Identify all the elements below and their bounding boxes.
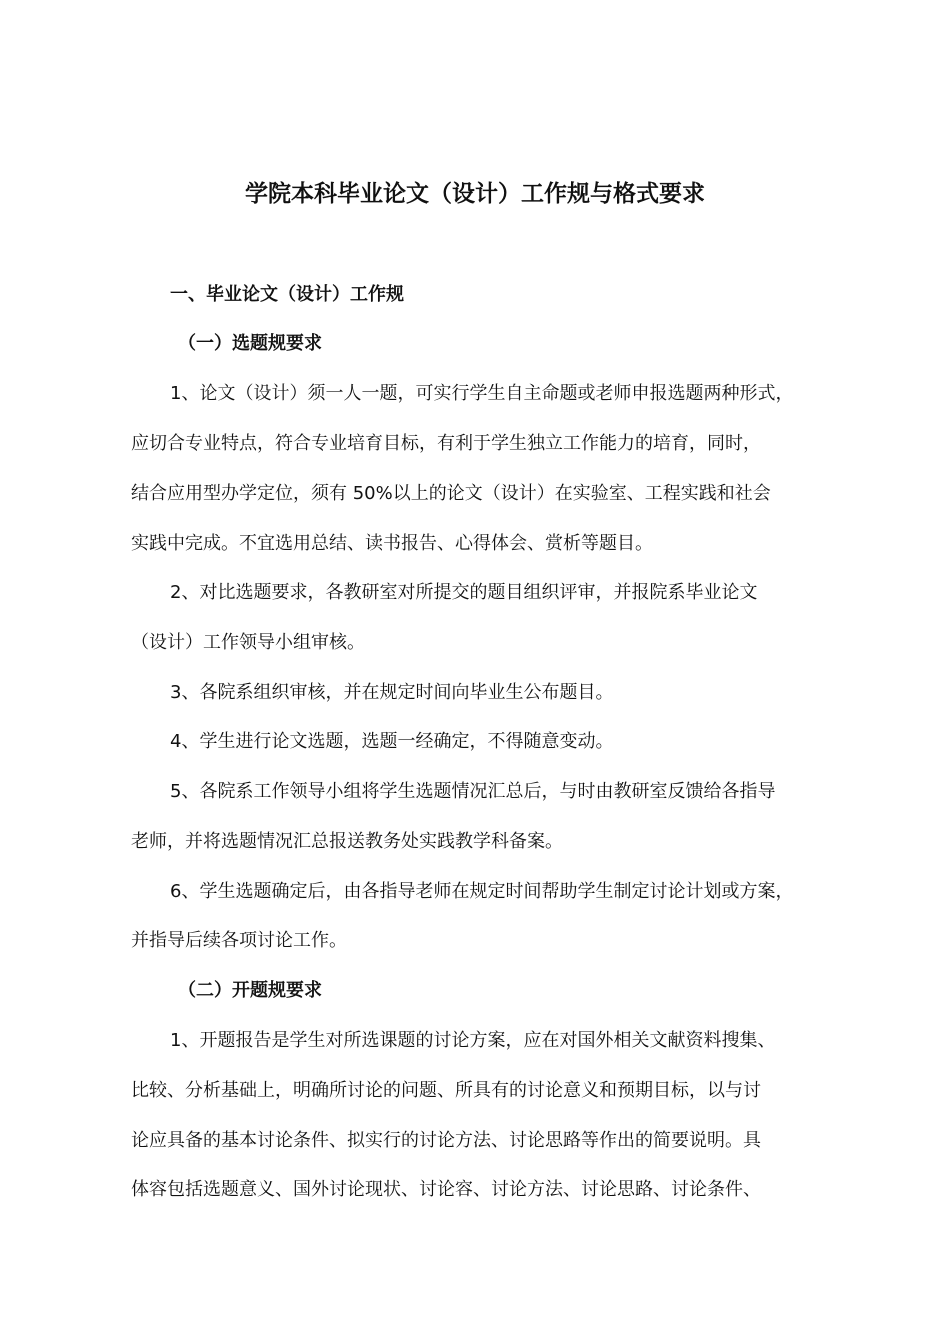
section-heading-1: 一、毕业论文（设计）工作规 (170, 284, 404, 305)
paragraph-line: 2、对比选题要求，各教研室对所提交的题目组织评审，并报院系毕业论文 (170, 582, 758, 603)
paragraph-line: 体容包括选题意义、国外讨论现状、讨论容、讨论方法、讨论思路、讨论条件、 (131, 1179, 761, 1200)
paragraph-line: 5、各院系工作领导小组将学生选题情况汇总后，与时由教研室反馈给各指导 (170, 781, 776, 802)
paragraph-line: 1、开题报告是学生对所选课题的讨论方案，应在对国外相关文献资料搜集、 (170, 1030, 776, 1051)
paragraph-line: 结合应用型办学定位，须有 50%以上的论文（设计）在实验室、工程实践和社会 (131, 483, 771, 504)
paragraph-line: 3、各院系组织审核，并在规定时间向毕业生公布题目。 (170, 682, 614, 703)
paragraph-line: 应切合专业特点，符合专业培育目标，有利于学生独立工作能力的培育，同时， (131, 433, 761, 454)
paragraph-line: （设计）工作领导小组审核。 (131, 632, 365, 653)
paragraph-line: 6、学生选题确定后，由各指导老师在规定时间帮助学生制定讨论计划或方案， (170, 881, 794, 902)
subsection-heading-topic-selection: （一）选题规要求 (178, 333, 322, 354)
paragraph-line: 实践中完成。不宜选用总结、读书报告、心得体会、赏析等题目。 (131, 533, 653, 554)
paragraph-line: 4、学生进行论文选题，选题一经确定，不得随意变动。 (170, 731, 614, 752)
paragraph-line: 1、论文（设计）须一人一题，可实行学生自主命题或老师申报选题两种形式， (170, 383, 794, 404)
paragraph-line: 比较、分析基础上，明确所讨论的问题、所具有的讨论意义和预期目标，以与讨 (131, 1080, 761, 1101)
document-title: 学院本科毕业论文（设计）工作规与格式要求 (245, 181, 705, 207)
paragraph-line: 老师，并将选题情况汇总报送教务处实践教学科备案。 (131, 831, 563, 852)
paragraph-line: 论应具备的基本讨论条件、拟实行的讨论方法、讨论思路等作出的简要说明。具 (131, 1130, 761, 1151)
subsection-heading-proposal: （二）开题规要求 (178, 980, 322, 1001)
paragraph-line: 并指导后续各项讨论工作。 (131, 930, 347, 951)
